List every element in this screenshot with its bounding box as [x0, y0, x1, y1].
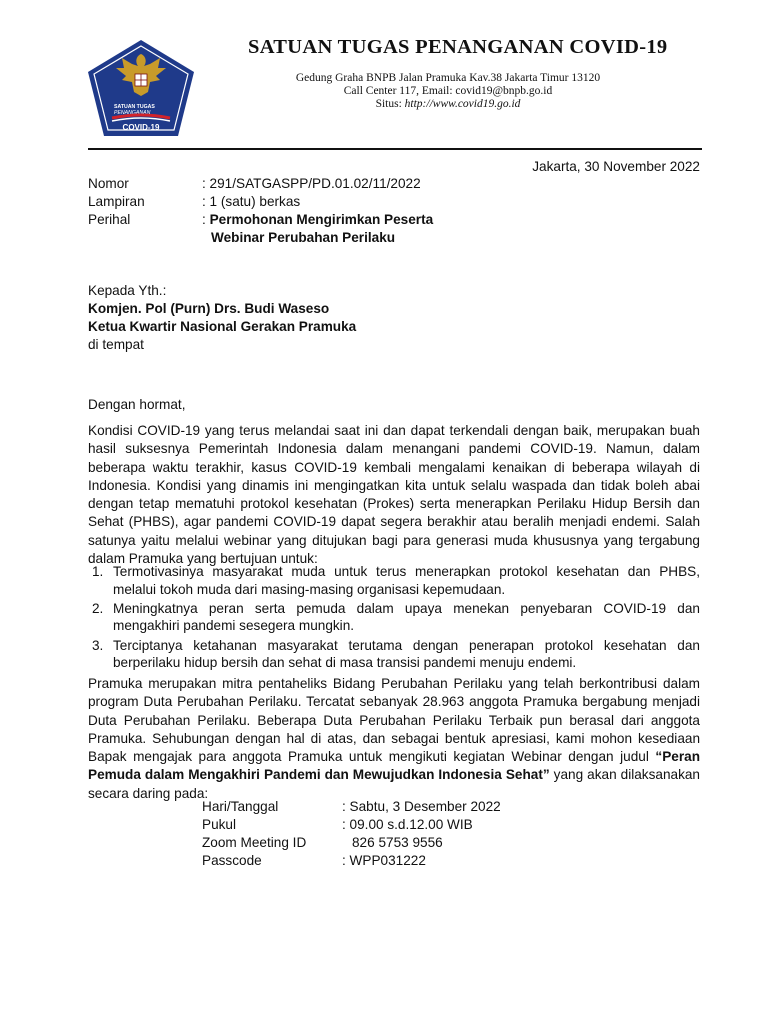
recipient-place: di tempat: [88, 337, 144, 352]
nomor-label: Nomor: [88, 176, 129, 191]
logo-text-line1: SATUAN TUGAS: [114, 104, 155, 110]
perihal-line2: Webinar Perubahan Perilaku: [211, 230, 396, 245]
list-item-number: 3.: [92, 637, 104, 653]
recipient-name: Komjen. Pol (Purn) Drs. Budi Waseso: [88, 301, 330, 316]
list-item-text: Terciptanya ketahanan masyarakat terutama dengan penerapan protokol kesehatan dan berperilaku hidup bersih dan sehat di masa transisi pandemi menuju endemi.: [113, 637, 700, 671]
letter-date: Jakarta, 30 November 2022: [532, 159, 700, 174]
list-item: [88, 637, 700, 672]
list-item: [88, 600, 700, 635]
satgas-covid19-logo: [86, 38, 196, 138]
body-paragraph-2: [88, 675, 700, 803]
schedule-zoom-label: Zoom Meeting ID: [202, 835, 307, 850]
agency-title: SATUAN TUGAS PENANGANAN COVID-19: [248, 36, 668, 58]
webinar-title: “Peran Pemuda dalam Mengakhiri Pandemi dan Mewujudkan Indonesia Sehat”: [88, 749, 700, 783]
list-item-number: 1.: [92, 564, 104, 579]
list-item-number: 2.: [92, 600, 104, 616]
paragraph-2-tail: yang akan dilaksanakan secara daring pada:: [88, 767, 700, 801]
schedule-time-label: Pukul: [202, 817, 237, 832]
agency-contact: Call Center 117, Email: covid19@bnpb.go.id: [343, 85, 553, 97]
schedule-passcode-label: Passcode: [202, 853, 262, 868]
lampiran-value: : 1 (satu) berkas: [202, 194, 301, 209]
perihal-label: Perihal: [88, 212, 131, 227]
logo-text-line2: PENANGANAN: [114, 110, 151, 116]
perihal-prefix: :: [202, 212, 210, 227]
greeting: Dengan hormat,: [88, 397, 186, 412]
schedule-day-value: : Sabtu, 3 Desember 2022: [342, 799, 501, 814]
perihal-line1: Permohonan Mengirimkan Peserta: [209, 212, 434, 227]
agency-website: [248, 98, 648, 111]
list-item-text: Termotivasinya masyarakat muda untuk terus menerapkan protokol kesehatan dan PHBS, melalui tokoh muda dari masing-masing organisasi kepemudaan.: [113, 564, 700, 597]
website-url[interactable]: http://www.covid19.go.id: [404, 98, 521, 110]
website-label: Situs:: [375, 98, 405, 110]
header-divider: [88, 148, 702, 150]
logo-text-line3: COVID-19: [122, 123, 160, 132]
list-item-text: Meningkatnya peran serta pemuda dalam upaya menekan penyebaran COVID-19 dan mengakhiri pandemi sesegera mungkin.: [113, 600, 700, 634]
paragraph-2-text: Pramuka merupakan mitra pentaheliks Bidang Perubahan Perilaku yang telah berkontribusi dalam program Duta Perubahan Perilaku. Tercatat sebanyak 28.963 anggota Pramuka bergabung menjadi Duta Perubahan Perilaku. Beberapa Duta Perubahan Perilaku Terbaik pun berasal dari anggota Pramuka. Sehubungan dengan hal di atas, dan sebagai bentuk apresiasi, kami mohon kesediaan Bapak mengajak para anggota Pramuka untuk mengikuti kegiatan Webinar dengan judul: [88, 676, 700, 765]
schedule-time-value: : 09.00 s.d.12.00 WIB: [342, 817, 473, 832]
schedule-day-label: Hari/Tanggal: [202, 799, 279, 814]
perihal-value: [202, 211, 433, 229]
objectives-list: [88, 563, 700, 673]
list-item: [88, 563, 700, 598]
body-paragraph-1: Kondisi COVID-19 yang terus melandai saat ini dan dapat terkendali dengan baik, merupakan buah hasil suksesnya Pemerintah Indonesia dalam menangani pandemi COVID-19. Namun, dalam beberapa waktu terakhir, kasus COVID-19 kembali mengalami kenaikan di beberapa wilayah di Indonesia. Kondisi yang dinamis ini mengingatkan kita untuk selalu waspada dan tidak boleh abai dengan tetap mematuhi protokol kesehatan (Prokes) serta menerapkan Perilaku Hidup Bersih dan Sehat (PHBS), agar pandemi COVID-19 dapat segera berakhir atau beralih menjadi endemi. Salah satunya yaitu melalui webinar yang ditujukan bagi para generasi muda khususnya yang tergabung dalam Pramuka yang bertujuan untuk:: [88, 423, 700, 567]
agency-address: Gedung Graha BNPB Jalan Pramuka Kav.38 Jakarta Timur 13120: [295, 72, 601, 84]
schedule-passcode-value: : WPP031222: [342, 853, 426, 868]
nomor-value: : 291/SATGASPP/PD.01.02/11/2022: [202, 176, 421, 191]
recipient-salutation: Kepada Yth.:: [88, 283, 167, 298]
lampiran-label: Lampiran: [88, 194, 145, 209]
recipient-position: Ketua Kwartir Nasional Gerakan Pramuka: [88, 319, 357, 334]
schedule-zoom-value: 826 5753 9556: [352, 835, 443, 850]
